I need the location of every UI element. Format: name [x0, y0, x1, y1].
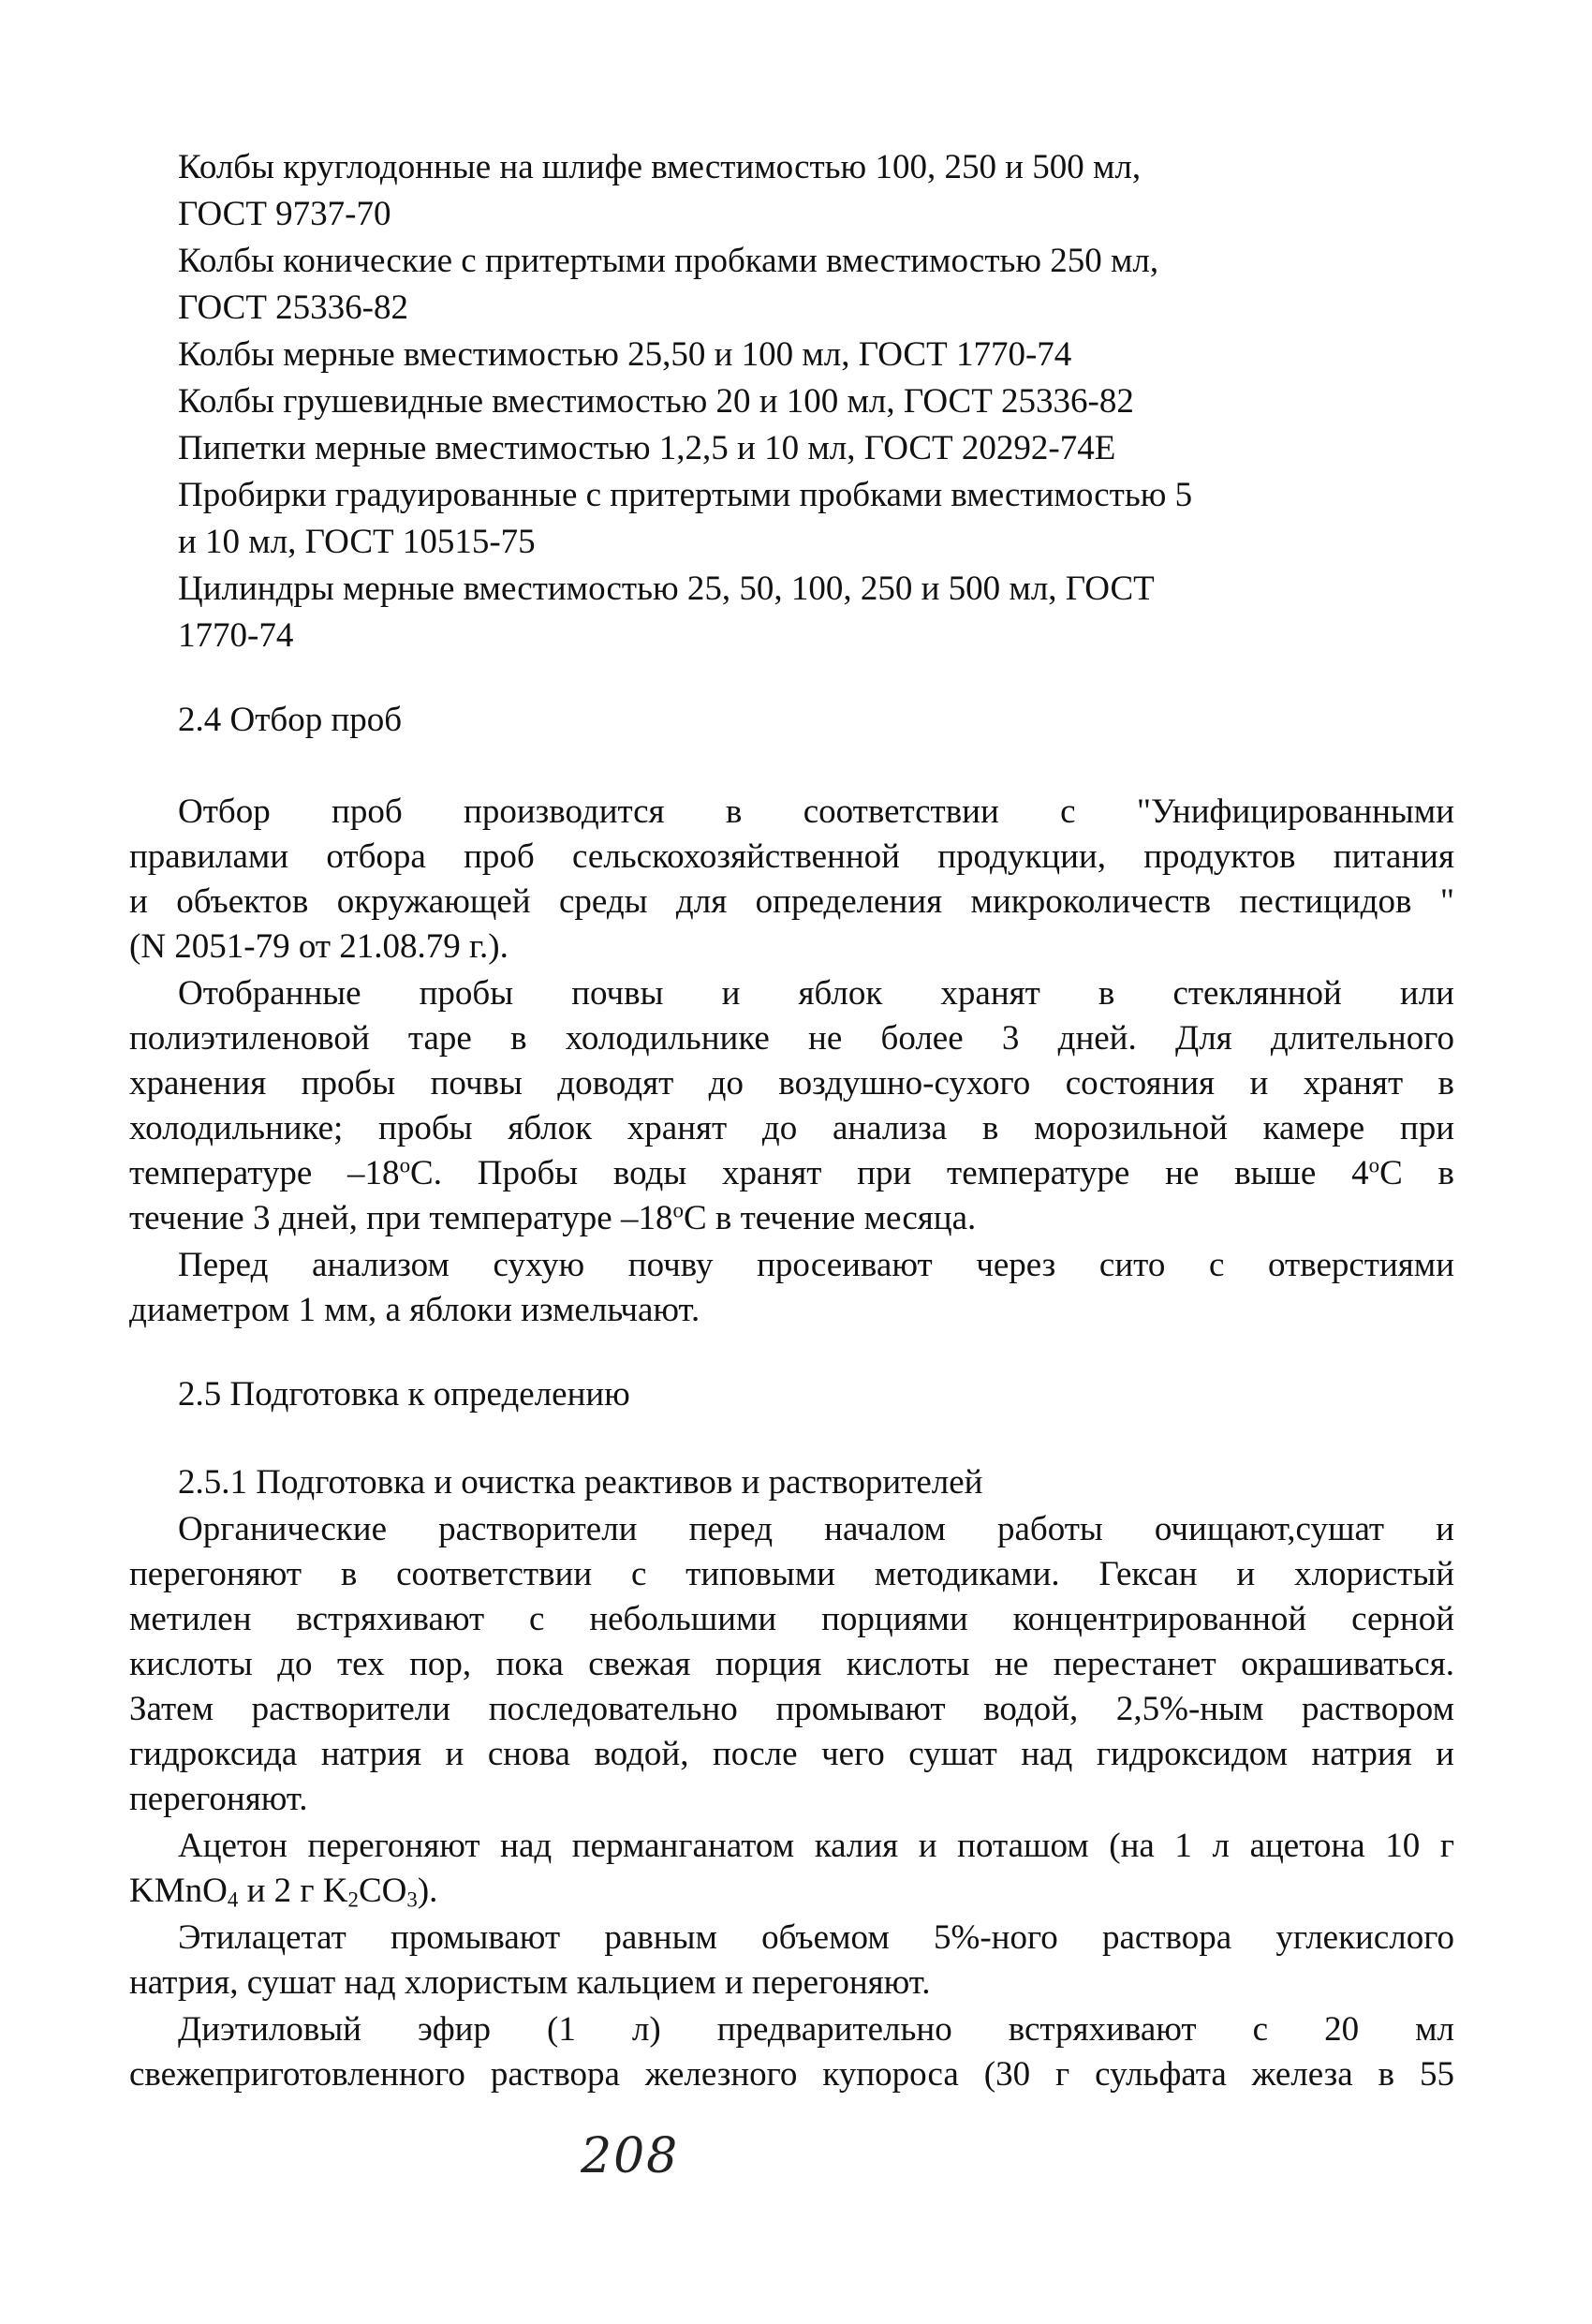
text-fragment: С в течение месяца.	[683, 1199, 977, 1237]
subscript: 3	[406, 1887, 418, 1912]
equipment-line: и 10 мл, ГОСТ 10515-75	[178, 523, 536, 561]
paragraph-line: натрия, сушат над хлористым кальцием и перегоняют.	[129, 1963, 931, 2002]
text-fragment: температуре –18	[129, 1154, 400, 1192]
paragraph-line: Отбор проб производится в соответствии с "Унифицированными	[178, 792, 1454, 831]
paragraph-line: метилен встряхивают с небольшими порциями концентрированной серной	[129, 1600, 1454, 1638]
degree-mark: o	[1368, 1153, 1380, 1177]
paragraph-line: Ацетон перегоняют над перманганатом калия и поташом (на 1 л ацетона 10 г	[178, 1827, 1454, 1865]
paragraph-line: Отобранные пробы почвы и яблок хранят в стеклянной или	[178, 974, 1454, 1013]
equipment-line: Пипетки мерные вместимостью 1,2,5 и 10 мл, ГОСТ 20292-74Е	[178, 429, 1116, 467]
paragraph-line: свежеприготовленного раствора железного купороса (30 г сульфата железа в 55	[129, 2055, 1454, 2094]
paragraph-line: холодильнике; пробы яблок хранят до анализа в морозильной камере при	[129, 1109, 1454, 1147]
formula-line	[129, 1872, 438, 1912]
paragraph-line: и объектов окружающей среды для определения микроколичеств пестицидов "	[129, 882, 1454, 921]
paragraph-line: кислоты до тех пор, пока свежая порция кислоты не перестанет окрашиваться.	[129, 1645, 1454, 1683]
degree-mark: o	[399, 1153, 411, 1177]
paragraph-line: правилами отбора проб сельскохозяйственной продукции, продуктов питания	[129, 837, 1454, 876]
paragraph-line-temperature	[129, 1153, 1454, 1192]
page-number: 208	[581, 2128, 680, 2184]
equipment-line: Пробирки градуированные с притертыми пробками вместимостью 5	[178, 476, 1193, 514]
section-heading: 2.4 Отбор проб	[178, 701, 403, 739]
paragraph-line: (N 2051-79 от 21.08.79 г.).	[129, 927, 509, 966]
formula-fragment: CO	[358, 1872, 407, 1910]
text-fragment: С в	[1379, 1154, 1454, 1192]
equipment-line: ГОСТ 9737-70	[178, 195, 391, 233]
equipment-line: Колбы конические с притертыми пробками вместимостью 250 мл,	[178, 242, 1159, 280]
equipment-line: Колбы круглодонные на шлифе вместимостью 100, 250 и 500 мл,	[178, 148, 1142, 186]
subsection-heading: 2.5.1 Подготовка и очистка реактивов и растворителей	[178, 1463, 983, 1502]
formula-fragment: и 2 г K	[238, 1872, 348, 1910]
paragraph-line: Этилацетат промывают равным объемом 5%-ного раствора углекислого	[178, 1918, 1454, 1957]
paragraph-line: полиэтиленовой таре в холодильнике не более 3 дней. Для длительного	[129, 1019, 1454, 1058]
equipment-line: Цилиндры мерные вместимостью 25, 50, 100, 250 и 500 мл, ГОСТ	[178, 570, 1155, 608]
formula-fragment: ).	[417, 1872, 438, 1910]
subscript: 2	[347, 1887, 359, 1912]
paragraph-line: Перед анализом сухую почву просеивают через сито с отверстиями	[178, 1246, 1454, 1284]
equipment-line: Колбы мерные вместимостью 25,50 и 100 мл, ГОСТ 1770-74	[178, 335, 1072, 374]
equipment-line: Колбы грушевидные вместимостью 20 и 100 мл, ГОСТ 25336-82	[178, 382, 1134, 421]
paragraph-line: Органические растворители перед началом работы очищают,сушат и	[178, 1510, 1454, 1548]
paragraph-line: перегоняют.	[129, 1780, 308, 1818]
section-heading: 2.5 Подготовка к определению	[178, 1375, 630, 1414]
paragraph-line: гидроксида натрия и снова водой, после чего сушат над гидроксидом натрия и	[129, 1735, 1454, 1773]
equipment-line: ГОСТ 25336-82	[178, 289, 408, 327]
formula-fragment: KMnO	[129, 1872, 228, 1910]
paragraph-line: диаметром 1 мм, а яблоки измельчают.	[129, 1291, 700, 1329]
paragraph-line	[129, 1198, 977, 1237]
subscript: 4	[227, 1887, 239, 1912]
equipment-line: 1770-74	[178, 616, 294, 655]
paragraph-line: хранения пробы почвы доводят до воздушно-сухого состояния и хранят в	[129, 1064, 1454, 1103]
text-fragment: течение 3 дней, при температуре –18	[129, 1199, 673, 1237]
degree-mark: o	[672, 1198, 684, 1222]
paragraph-line: Затем растворители последовательно промывают водой, 2,5%-ным раствором	[129, 1690, 1454, 1728]
text-fragment: С. Пробы воды хранят при температуре не выше 4	[410, 1154, 1369, 1192]
paragraph-line: перегоняют в соответствии с типовыми методиками. Гексан и хлористый	[129, 1555, 1454, 1593]
paragraph-line: Диэтиловый эфир (1 л) предварительно встряхивают с 20 мл	[178, 2010, 1454, 2049]
